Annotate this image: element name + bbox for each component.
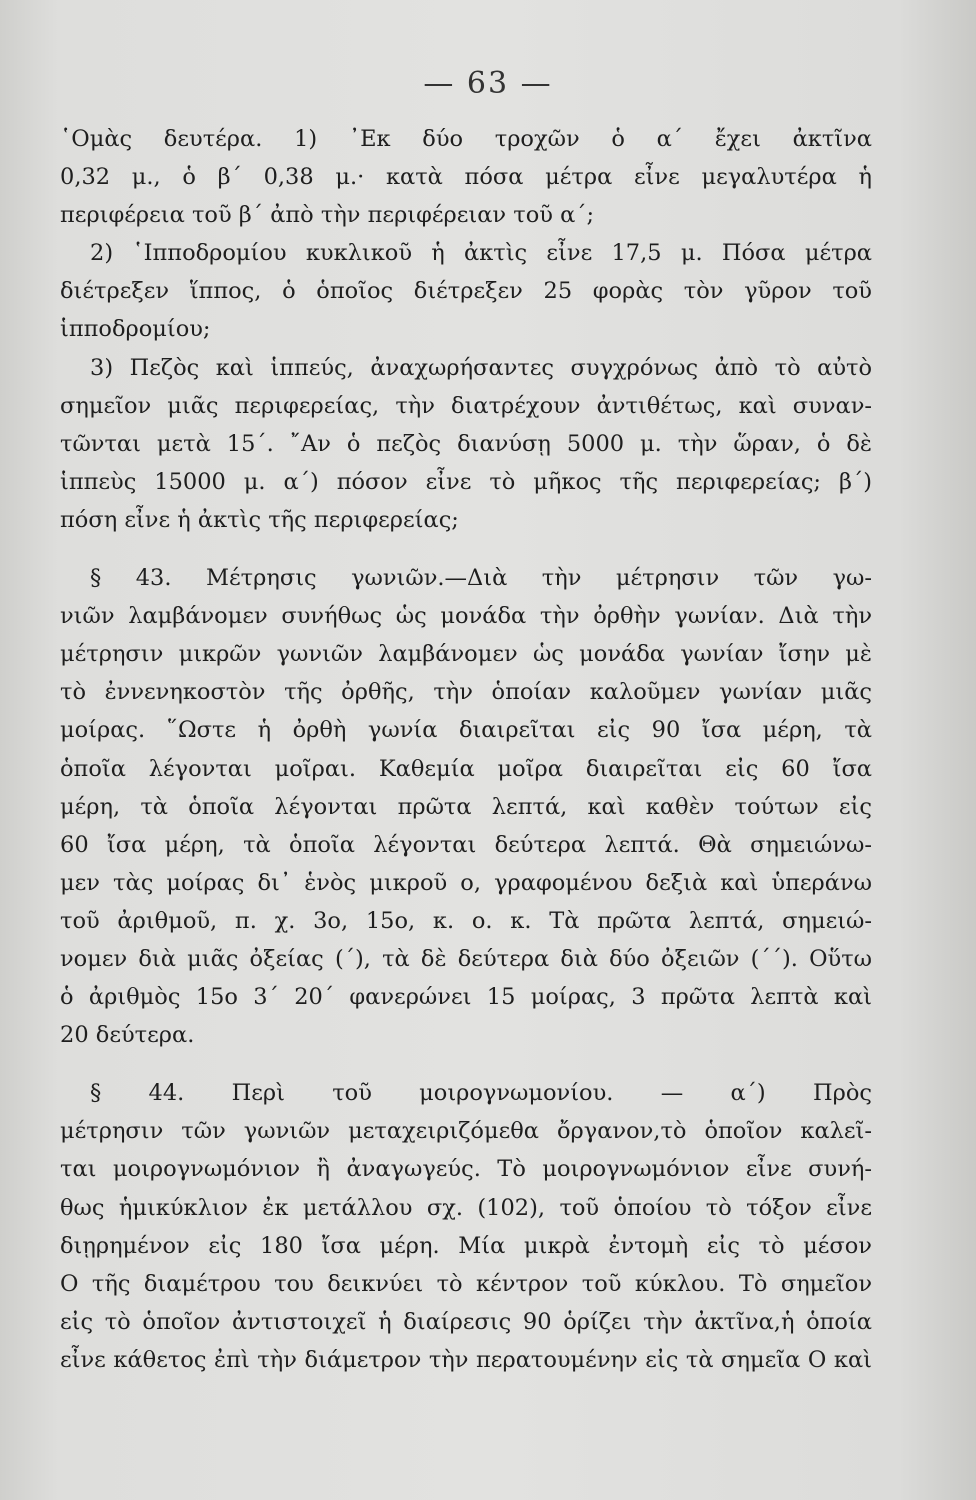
text-line: 3) Πεζὸς καὶ ἱππεύς, ἀναχωρήσαντες συγχρόνως ἀπὸ τὸ αὐτὸ — [90, 354, 872, 381]
text-line: ται μοιρογνωμόνιον ἢ ἀναγωγεύς. Τὸ μοιρογνωμόνιον εἶνε συνή- — [60, 1156, 872, 1183]
text-line: εἶνε κάθετος ἐπὶ τὴν διάμετρον τὴν περατουμένην εἰς τὰ σημεῖα Ο καὶ — [60, 1346, 872, 1373]
text-line: Ο τῆς διαμέτρου του δεικνύει τὸ κέντρον τοῦ κύκλου. Τὸ σημεῖον — [60, 1270, 872, 1297]
text-line: τῶνται μετὰ 15΄. ῎Αν ὁ πεζὸς διανύσῃ 5000 μ. τὴν ὥραν, ὁ δὲ — [60, 430, 872, 457]
text-line: περιφέρεια τοῦ β΄ ἀπὸ τὴν περιφέρειαν τοῦ α΄; — [60, 202, 595, 229]
text-line: νομεν διὰ μιᾶς ὀξείας (΄), τὰ δὲ δεύτερα διὰ δύο ὀξειῶν (΄΄). Οὕτω — [60, 945, 872, 972]
text-line: ἱπποδρομίου; — [60, 316, 211, 343]
text-line: § 43. Μέτρησις γωνιῶν.—Διὰ τὴν μέτρησιν τῶν γω- — [90, 565, 872, 592]
text-line: τοῦ ἀριθμοῦ, π. χ. 3ο, 15ο, κ. ο. κ. Τὰ πρῶτα λεπτά, σημειώ- — [60, 907, 872, 934]
text-line: ὁ ἀριθμὸς 15ο 3΄ 20΄ φανερώνει 15 μοίρας, 3 πρῶτα λεπτὰ καὶ — [60, 984, 872, 1011]
text-line: πόση εἶνε ἡ ἀκτὶς τῆς περιφερείας; — [60, 506, 459, 533]
paragraph-gap — [60, 539, 872, 559]
text-line: εἰς τὸ ὁποῖον ἀντιστοιχεῖ ἡ διαίρεσις 90 ὁρίζει τὴν ἀκτῖνα,ἡ ὁποία — [60, 1308, 872, 1335]
text-line: μέτρησιν μικρῶν γωνιῶν λαμβάνομεν ὡς μονάδα γωνίαν ἴσην μὲ — [60, 641, 872, 668]
page-text-block — [60, 120, 872, 1379]
text-line: διῃρημένον εἰς 180 ἴσα μέρη. Μία μικρὰ ἐντομὴ εἰς τὸ μέσον — [60, 1232, 872, 1259]
text-line: μέρη, τὰ ὁποῖα λέγονται πρῶτα λεπτά, καὶ καθὲν τούτων εἰς — [60, 793, 872, 820]
text-line: 20 δεύτερα. — [60, 1022, 195, 1049]
text-line: § 44. Περὶ τοῦ μοιρογνωμονίου. — α΄) Πρὸς — [90, 1080, 872, 1107]
text-line: ὁποῖα λέγονται μοῖραι. Καθεμία μοῖρα διαιρεῖται εἰς 60 ἴσα — [60, 755, 872, 782]
text-line: θως ἡμικύκλιον ἐκ μετάλλου σχ. (102), τοῦ ὁποίου τὸ τόξον εἶνε — [60, 1194, 872, 1221]
text-line: μέτρησιν τῶν γωνιῶν μεταχειριζόμεθα ὄργανον,τὸ ὁποῖον καλεῖ- — [60, 1118, 872, 1145]
text-line: τὸ ἐννενηκοστὸν τῆς ὀρθῆς, τὴν ὁποίαν καλοῦμεν γωνίαν μιᾶς — [60, 679, 872, 706]
text-line: διέτρεξεν ἵππος, ὁ ὁποῖος διέτρεξεν 25 φορὰς τὸν γῦρον τοῦ — [60, 278, 872, 305]
text-line: ῾Ομὰς δευτέρα. 1) ᾿Εκ δύο τροχῶν ὁ α΄ ἔχει ἀκτῖνα — [60, 126, 872, 152]
paragraph-gap — [60, 1054, 872, 1074]
text-line: 2) ῾Ιπποδρομίου κυκλικοῦ ἡ ἀκτὶς εἶνε 17,5 μ. Πόσα μέτρα — [90, 240, 872, 267]
text-line: 60 ἴσα μέρη, τὰ ὁποῖα λέγονται δεύτερα λεπτά. Θὰ σημειώνω- — [60, 831, 872, 858]
text-line: μεν τὰς μοίρας δι᾿ ἑνὸς μικροῦ ο, γραφομένου δεξιὰ καὶ ὑπεράνω — [60, 869, 872, 896]
text-line: ἱππεὺς 15000 μ. α΄) πόσον εἶνε τὸ μῆκος τῆς περιφερείας; β΄) — [60, 468, 872, 495]
text-line: 0,32 μ., ὁ β΄ 0,38 μ.· κατὰ πόσα μέτρα εἶνε μεγαλυτέρα ἡ — [60, 164, 872, 191]
text-line: νιῶν λαμβάνομεν συνήθως ὡς μονάδα τὴν ὀρθὴν γωνίαν. Διὰ τὴν — [60, 603, 872, 630]
text-line: σημεῖον μιᾶς περιφερείας, τὴν διατρέχουν ἀντιθέτως, καὶ συναν- — [60, 392, 872, 419]
text-line: μοίρας. ῞Ωστε ἡ ὀρθὴ γωνία διαιρεῖται εἰς 90 ἴσα μέρη, τὰ — [60, 717, 872, 744]
page-number: — 63 — — [423, 66, 553, 101]
